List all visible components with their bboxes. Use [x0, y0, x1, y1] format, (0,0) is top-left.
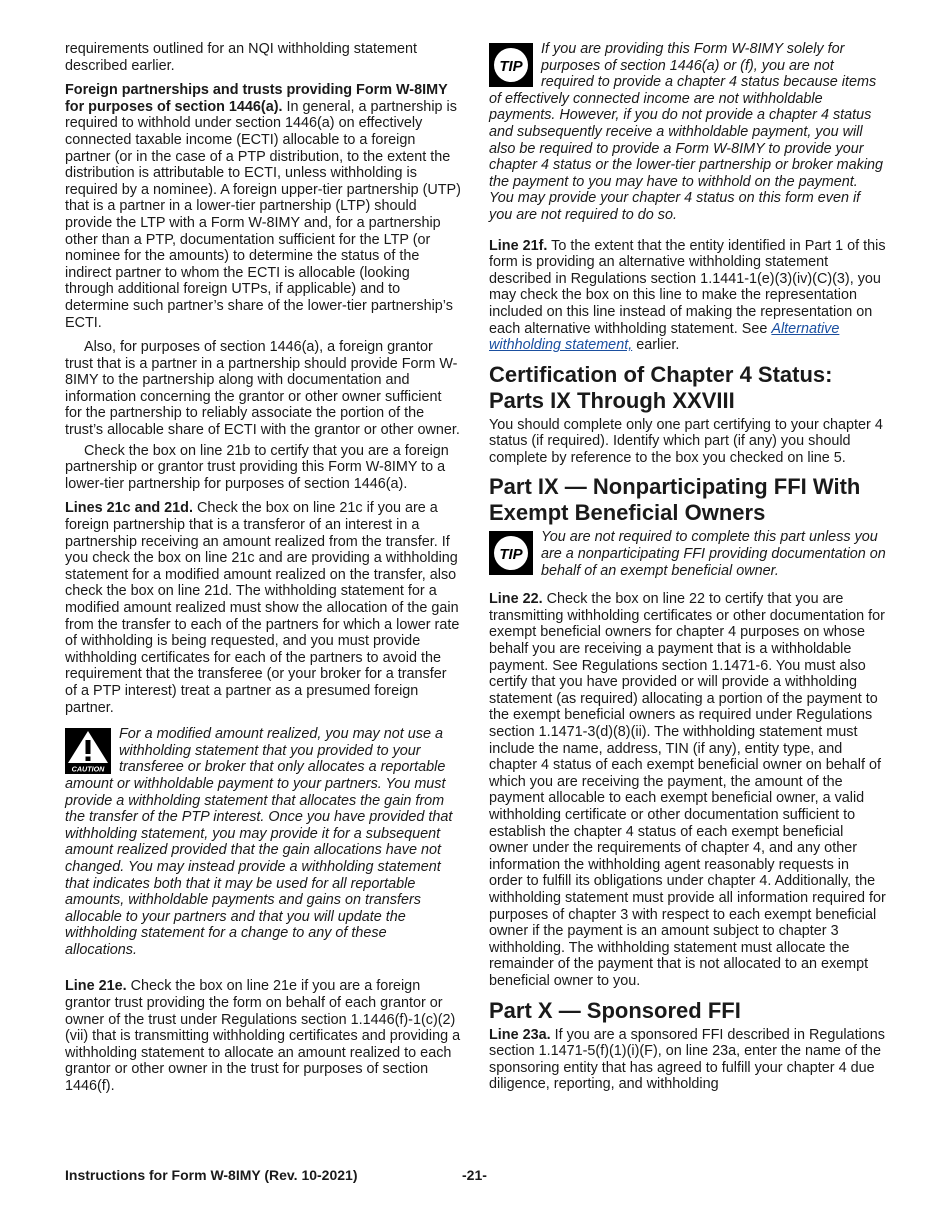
grantor-trust-paragraph: Also, for purposes of section 1446(a), a foreign grantor trust that is a partner in a partnership should provide Form W-8IMY to the partnership along with documentation and information concerning the grantor or other owner sufficient for the partnership to reliably associate the portion of the trust’s allocable share of ECTI with the grantor or other owner. — [65, 339, 460, 439]
tip-text-section-1446: If you are providing this Form W-8IMY solely for purposes of section 1446(a) or (f), you are not required to provide a chapter 4 status because items of effectively connected income are not withholdable payments. However, if you do not provide a chapter 4 status and subsequently receive a withholdable payment, you will also be required to provide a Form W-8IMY to provide your chapter 4 status or the lower-tier partnership or broker making the payment to you may have to withhold on the payment. You may provide your chapter 4 status on this form even if you are not required to do so. — [489, 41, 884, 223]
certification-heading: Certification of Chapter 4 Status: Parts IX Through XXVIII — [489, 361, 833, 413]
line-23a-paragraph — [489, 1027, 886, 1093]
line-23a-heading: Line 23a. — [489, 1026, 551, 1043]
tip-label: TIP — [499, 546, 523, 564]
footer-title: Instructions for Form W-8IMY (Rev. 10-2021) — [65, 1167, 358, 1183]
lines-21c-21d-paragraph — [65, 500, 462, 716]
foreign-partnerships-paragraph — [65, 82, 462, 331]
caution-text: For a modified amount realized, you may not use a withholding statement that you provided to your transferee or broker that only allocates a reportable amount or withholdable payment to your partners. You must provide a withholding statement that allocates the gain from the transfer of the PTP interest. Once you have provided that withholding statement, you may provide it for a subsequent amount realized provided that the gain allocations have not changed. You may instead provide a withholding statement that indicates both that it may be used for all reportable amounts, withholdable payments and gains on transfers allocable to your partners and that you will update the withholding statement for a change to any of these allocations. — [65, 726, 453, 958]
line-21f-heading: Line 21f. — [489, 237, 548, 254]
continued-paragraph: requirements outlined for an NQI withholding statement described earlier. — [65, 41, 417, 74]
line-21e-paragraph — [65, 978, 462, 1094]
lines-21c-21d-body: Check the box on line 21c if you are a foreign partnership that is a transferor of an interest in a partnership receiving an amount realized from the transfer. If you check the box on line 21c and are providing a withholding statement for a modified amount realized on the transfer, also check the box on line 21d. The withholding statement for a modified amount realized must show the allocation of the gain from the transfer to each of the partners for which a lower rate of withholding is being requested, and you must provide withholding certificates for each of the partners to avoid the requirement that the transferee (or your broker for a transfer of a PTP interest) treat a partner as a presumed foreign partner. — [65, 500, 460, 716]
caution-note — [65, 726, 462, 958]
line-23a-body: If you are a sponsored FFI described in Regulations section 1.1471-5(f)(1)(i)(F), on line 23a, enter the name of the sponsoring entity that has agreed to fulfill your chapter 4 due diligence, reporting, and withholding — [489, 1026, 885, 1093]
caution-label: CAUTION — [71, 764, 105, 774]
line-21f-paragraph — [489, 238, 886, 354]
foreign-partnerships-body: In general, a partnership is required to withhold under section 1446(a) on effectively connected taxable income (ECTI) allocable to a foreign partner (or in the case of a PTP distribution, to the extent the distribution is attributable to ECTI, unless withholding is required by a nominee). A foreign upper-tier partnership (UTP) that is a partner in a lower-tier partnership (LTP) should provide the LTP with a Form W-8IMY and, for a partnership other than a PTP, documentation sufficient for the LTP (or nominee for the amounts) to determine the status of the indirect partner to whom the ECTI is allocable (looking through additional foreign UTPs, if applicable) and to determine such partner’s share of the lower-tier partnership’s ECTI. — [65, 98, 461, 331]
line-21f-end: earlier. — [636, 337, 680, 354]
line-21e-heading: Line 21e. — [65, 978, 127, 995]
certification-body: You should complete only one part certifying to your chapter 4 status (if required). Identify which part (if any) you should complete by reference to the box you checked on line 5. — [489, 416, 883, 466]
alternative-withholding-statement-link[interactable]: Alternative withholding statement, — [489, 320, 840, 354]
right-column — [489, 41, 886, 1101]
tip-label: TIP — [499, 58, 523, 75]
line-22-body: Check the box on line 22 to certify that you are transmitting withholding certificates or other documentation for exempt beneficial owners for chapter 4 purposes on whose behalf you are receiving a payment that is a withholdable payment. See Regulations section 1.1471-6. You must also certify that you have provided or will provide a withholding statement (as required) allocating a portion of the payment to the exempt beneficial owners as required under Regulations section 1.1471-3(d)(8)(ii). The withholding statement must include the name, address, TIN (if any), entity type, and chapter 4 status of each exempt beneficial owner on behalf of which you are receiving the payment, the amount of the payment allocable to each exempt beneficial owner, a valid withholding certificate or other documentation sufficient to establish the chapter 4 status of each exempt beneficial owner under the requirements of chapter 4, and any other information the withholding agent reasonably requests in order to fulfill its obligations under chapter 4. Additionally, the withholding statement must provide all information required for purposes of chapter 3 with respect to each exempt beneficial owner if the payment is an amount subject to chapter 3 withholding. The withholding statement must allocate the remainder of the payment that is not allocated to an exempt beneficial owner to you. — [489, 591, 886, 989]
tip-icon — [489, 43, 533, 87]
tip-text-part-ix: You are not required to complete this part unless you are a nonparticipating FFI providing documentation on behalf of an exempt beneficial owner. — [541, 529, 886, 579]
tip-icon — [489, 531, 533, 575]
caution-icon — [65, 728, 111, 774]
part-ix-heading: Part IX — Nonparticipating FFI With Exempt Beneficial Owners — [489, 474, 861, 526]
line-21e-body: Check the box on line 21e if you are a foreign grantor trust providing the form on behalf of each grantor or owner of the trust under Regulations section 1.1446(f)-1(c)(2)(vii) that is transmitting withholding certificates and providing a withholding statement to allocate an amount realized to each grantor or other owner in the trust for purposes of section 1446(f). — [65, 978, 461, 1095]
tip-note-part-ix — [489, 529, 886, 579]
tip-note-section-1446 — [489, 41, 886, 224]
line-21f-body: To the extent that the entity identified in Part 1 of this form is providing an alternative withholding statement described in Regulations section 1.1441-1(e)(3)(iv)(C)(3), you may check the box on this line to make the representation included on this line instead of making the representation on each alternative withholding statement. See — [489, 237, 886, 337]
page-number: -21- — [462, 1167, 487, 1183]
part-x-heading: Part X — Sponsored FFI — [489, 997, 741, 1023]
left-column — [65, 41, 462, 1103]
line-22-heading: Line 22. — [489, 591, 543, 608]
foreign-partnerships-heading: Foreign partnerships and trusts providing Form W-8IMY for purposes of section 1446(a). — [65, 82, 448, 115]
lines-21c-21d-heading: Lines 21c and 21d. — [65, 500, 193, 517]
line-22-paragraph — [489, 591, 886, 989]
line-21b-paragraph: Check the box on line 21b to certify that you are a foreign partnership or grantor trust providing this Form W-8IMY to a lower-tier partnership for purposes of section 1446(a). — [65, 442, 449, 492]
